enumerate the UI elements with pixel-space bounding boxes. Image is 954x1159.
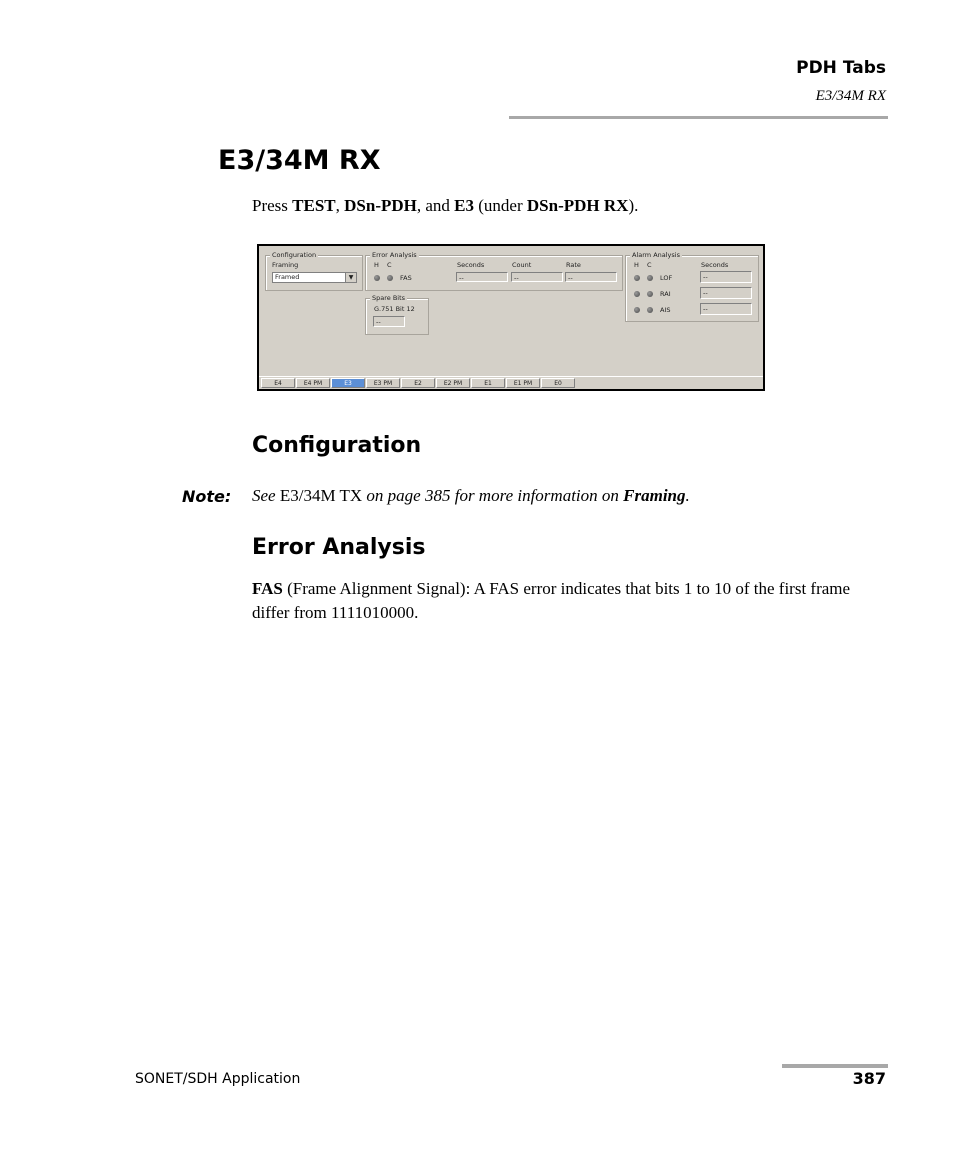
spare-bits-group-title: Spare Bits: [372, 294, 406, 302]
tab-e3[interactable]: E3: [331, 378, 365, 388]
fas-count-field: --: [511, 272, 563, 282]
g751-bit12-label: G.751 Bit 12: [374, 305, 415, 313]
tab-e4[interactable]: E4: [261, 378, 295, 388]
tab-e0[interactable]: E0: [541, 378, 575, 388]
header-rule: [509, 116, 888, 119]
error-analysis-group-title: Error Analysis: [372, 251, 417, 259]
intro-paragraph: Press TEST, DSn-PDH, and E3 (under DSn-PDH RX).: [252, 196, 639, 215]
error-count-header: Count: [512, 261, 532, 269]
alarm-h-header: H: [634, 261, 639, 269]
error-c-header: C: [387, 261, 392, 269]
footer-rule: [782, 1064, 888, 1068]
g751-bit12-field: --: [373, 316, 405, 327]
e3-rx-screenshot: [257, 244, 765, 391]
tab-e2-pm[interactable]: E2 PM: [436, 378, 470, 388]
lof-seconds-field: --: [700, 271, 752, 283]
configuration-group-title: Configuration: [272, 251, 317, 259]
tab-e4-pm[interactable]: E4 PM: [296, 378, 330, 388]
error-seconds-header: Seconds: [457, 261, 485, 269]
configuration-heading: Configuration: [252, 433, 422, 458]
lof-history-led: [634, 275, 640, 281]
page-number: 387: [852, 1069, 886, 1088]
spare-bits-group: [365, 294, 429, 335]
framing-label: Framing: [272, 261, 299, 269]
running-header-subsection: E3/34M RX: [815, 88, 886, 104]
running-header-section: PDH Tabs: [796, 58, 886, 78]
fas-paragraph: FAS (Frame Alignment Signal): A FAS error indicates that bits 1 to 10 of the first frame differ from 1111010000.: [252, 579, 851, 622]
rai-label: RAI: [660, 290, 671, 298]
note-text: See E3/34M TX on page 385 for more information on Framing.: [252, 486, 690, 505]
page-title: E3/34M RX: [218, 145, 381, 176]
ais-history-led: [634, 307, 640, 313]
error-analysis-heading: Error Analysis: [252, 535, 426, 560]
configuration-group: [265, 251, 363, 291]
framing-select-value: Framed: [275, 273, 300, 281]
lof-current-led: [647, 275, 653, 281]
fas-seconds-field: --: [456, 272, 508, 282]
alarm-analysis-group: [625, 251, 759, 322]
pdh-tab-bar: [259, 376, 763, 389]
rai-current-led: [647, 291, 653, 297]
fas-rate-field: --: [565, 272, 617, 282]
alarm-c-header: C: [647, 261, 652, 269]
rai-history-led: [634, 291, 640, 297]
lof-label: LOF: [660, 274, 673, 282]
rai-seconds-field: --: [700, 287, 752, 299]
note-label: Note:: [182, 487, 232, 506]
error-h-header: H: [374, 261, 379, 269]
chevron-down-icon[interactable]: ▼: [345, 273, 356, 282]
alarm-seconds-header: Seconds: [701, 261, 729, 269]
ais-label: AIS: [660, 306, 671, 314]
tab-e1[interactable]: E1: [471, 378, 505, 388]
tab-e2[interactable]: E2: [401, 378, 435, 388]
fas-current-led: [387, 275, 393, 281]
error-analysis-group: [365, 251, 623, 291]
fas-label: FAS: [400, 274, 412, 282]
framing-select[interactable]: [272, 272, 357, 283]
fas-history-led: [374, 275, 380, 281]
ais-current-led: [647, 307, 653, 313]
tab-e3-pm[interactable]: E3 PM: [366, 378, 400, 388]
footer-document-title: SONET/SDH Application: [135, 1071, 301, 1087]
alarm-analysis-group-title: Alarm Analysis: [632, 251, 680, 259]
error-rate-header: Rate: [566, 261, 581, 269]
ais-seconds-field: --: [700, 303, 752, 315]
tab-e1-pm[interactable]: E1 PM: [506, 378, 540, 388]
